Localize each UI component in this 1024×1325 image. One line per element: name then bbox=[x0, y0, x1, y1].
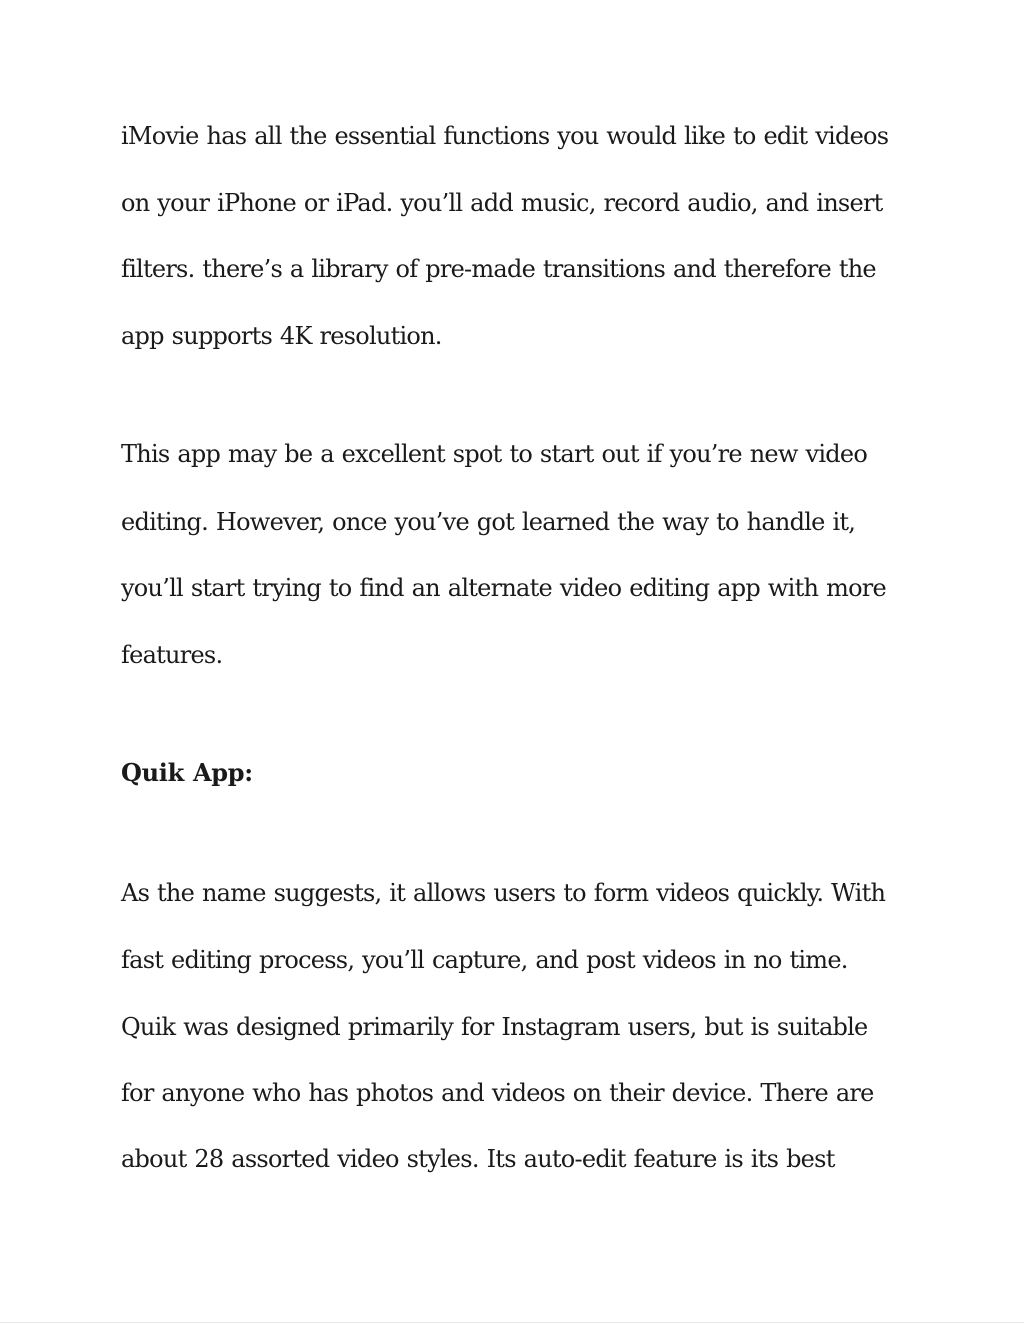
text-line: iMovie has all the essential functions you would like to edit videos bbox=[121, 122, 889, 150]
text-line: As the name suggests, it allows users to form videos quickly. With bbox=[121, 879, 886, 907]
text-line: Quik was designed primarily for Instagram users, but is suitable bbox=[121, 1013, 868, 1041]
page-edge-divider bbox=[0, 1322, 1024, 1323]
text-line: editing. However, once you’ve got learned the way to handle it, bbox=[121, 508, 856, 536]
text-line: on your iPhone or iPad. you’ll add music, record audio, and insert bbox=[121, 189, 883, 217]
text-line: app supports 4K resolution. bbox=[121, 322, 442, 350]
text-line: about 28 assorted video styles. Its auto-edit feature is its best bbox=[121, 1145, 835, 1173]
text-line: features. bbox=[121, 641, 223, 669]
text-line: This app may be a excellent spot to start out if you’re new video bbox=[121, 440, 868, 468]
text-line: for anyone who has photos and videos on their device. There are bbox=[121, 1079, 874, 1107]
text-line: fast editing process, you’ll capture, and post videos in no time. bbox=[121, 946, 848, 974]
text-line: you’ll start trying to find an alternate video editing app with more bbox=[121, 574, 886, 602]
section-heading: Quik App: bbox=[121, 758, 253, 787]
text-line: filters. there’s a library of pre-made transitions and therefore the bbox=[121, 255, 876, 283]
